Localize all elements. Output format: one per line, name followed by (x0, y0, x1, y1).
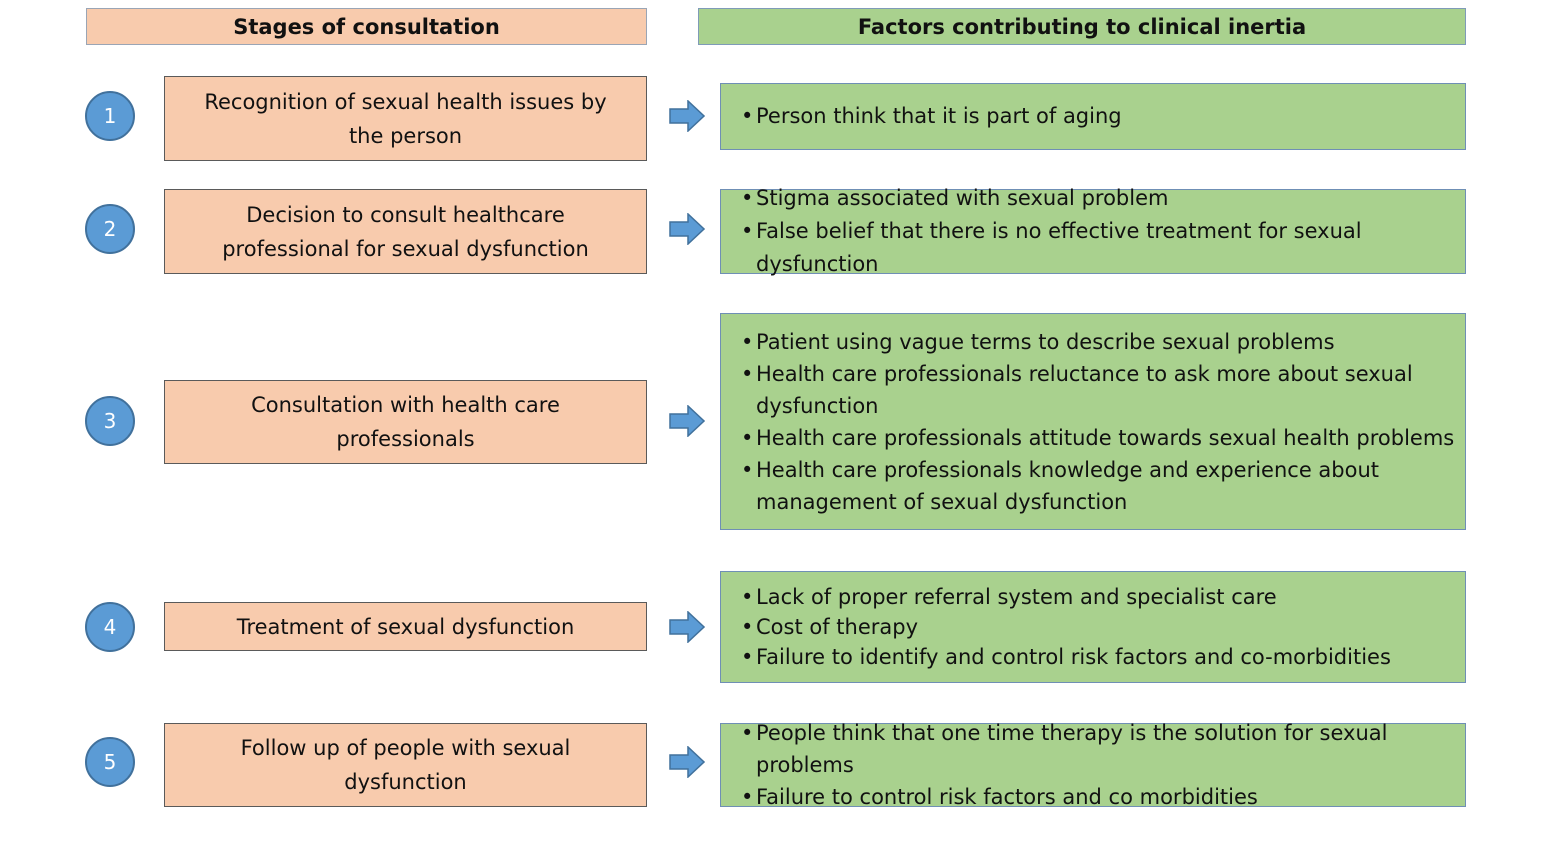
stage-box-4 (164, 602, 647, 651)
factors-box-4 (720, 571, 1466, 683)
stage-number-5: 5 (85, 737, 135, 787)
stages-header (86, 8, 647, 45)
factors-box-3 (720, 313, 1466, 530)
stage-number-3: 3 (85, 396, 135, 446)
factors-header-label: Factors contributing to clinical inertia (857, 14, 1307, 39)
stage-box-5 (164, 723, 647, 807)
stage-box-1 (164, 76, 647, 161)
arrow-icon (669, 405, 705, 437)
factors-box-1 (720, 83, 1466, 150)
factor-item: • Stigma associated with sexual problem (741, 182, 1455, 215)
factor-item: • Cost of therapy (741, 612, 1455, 642)
factors-header (698, 8, 1466, 45)
factor-item: • Patient using vague terms to describe sexual problems (741, 326, 1455, 358)
factor-item: • Failure to identify and control risk factors and co-morbidities (741, 642, 1455, 672)
stage-label-2: Decision to consult healthcare professional for sexual dysfunction (222, 202, 589, 261)
factor-item: • Failure to control risk factors and co morbidities (741, 781, 1455, 813)
factors-box-5 (720, 723, 1466, 807)
arrow-icon (669, 611, 705, 643)
factor-item: • Health care professionals knowledge and experience about management of sexual dysfunction (741, 454, 1455, 518)
arrow-icon (669, 746, 705, 778)
stage-number-2: 2 (85, 204, 135, 254)
arrow-icon (669, 213, 705, 245)
factor-item: • Lack of proper referral system and specialist care (741, 582, 1455, 612)
stage-label-3: Consultation with health care professionals (251, 393, 560, 451)
factors-box-2 (720, 186, 1466, 276)
stage-box-3 (164, 380, 647, 464)
stage-number-4: 4 (85, 602, 135, 652)
factor-item: • Person think that it is part of aging (741, 100, 1455, 133)
stage-number-1: 1 (85, 91, 135, 141)
factor-item: • Health care professionals reluctance to ask more about sexual dysfunction (741, 358, 1455, 422)
arrow-icon (669, 100, 705, 132)
stage-box-2 (164, 189, 647, 274)
stage-label-4: Treatment of sexual dysfunction (236, 614, 575, 639)
stage-label-1: Recognition of sexual health issues by the person (204, 89, 607, 148)
stage-label-5: Follow up of people with sexual dysfunction (240, 736, 571, 794)
factor-item: • False belief that there is no effective treatment for sexual dysfunction (741, 215, 1455, 281)
factor-item: • Health care professionals attitude towards sexual health problems (741, 422, 1455, 454)
factor-item: • People think that one time therapy is the solution for sexual problems (741, 717, 1455, 781)
stages-header-label: Stages of consultation (233, 14, 500, 39)
